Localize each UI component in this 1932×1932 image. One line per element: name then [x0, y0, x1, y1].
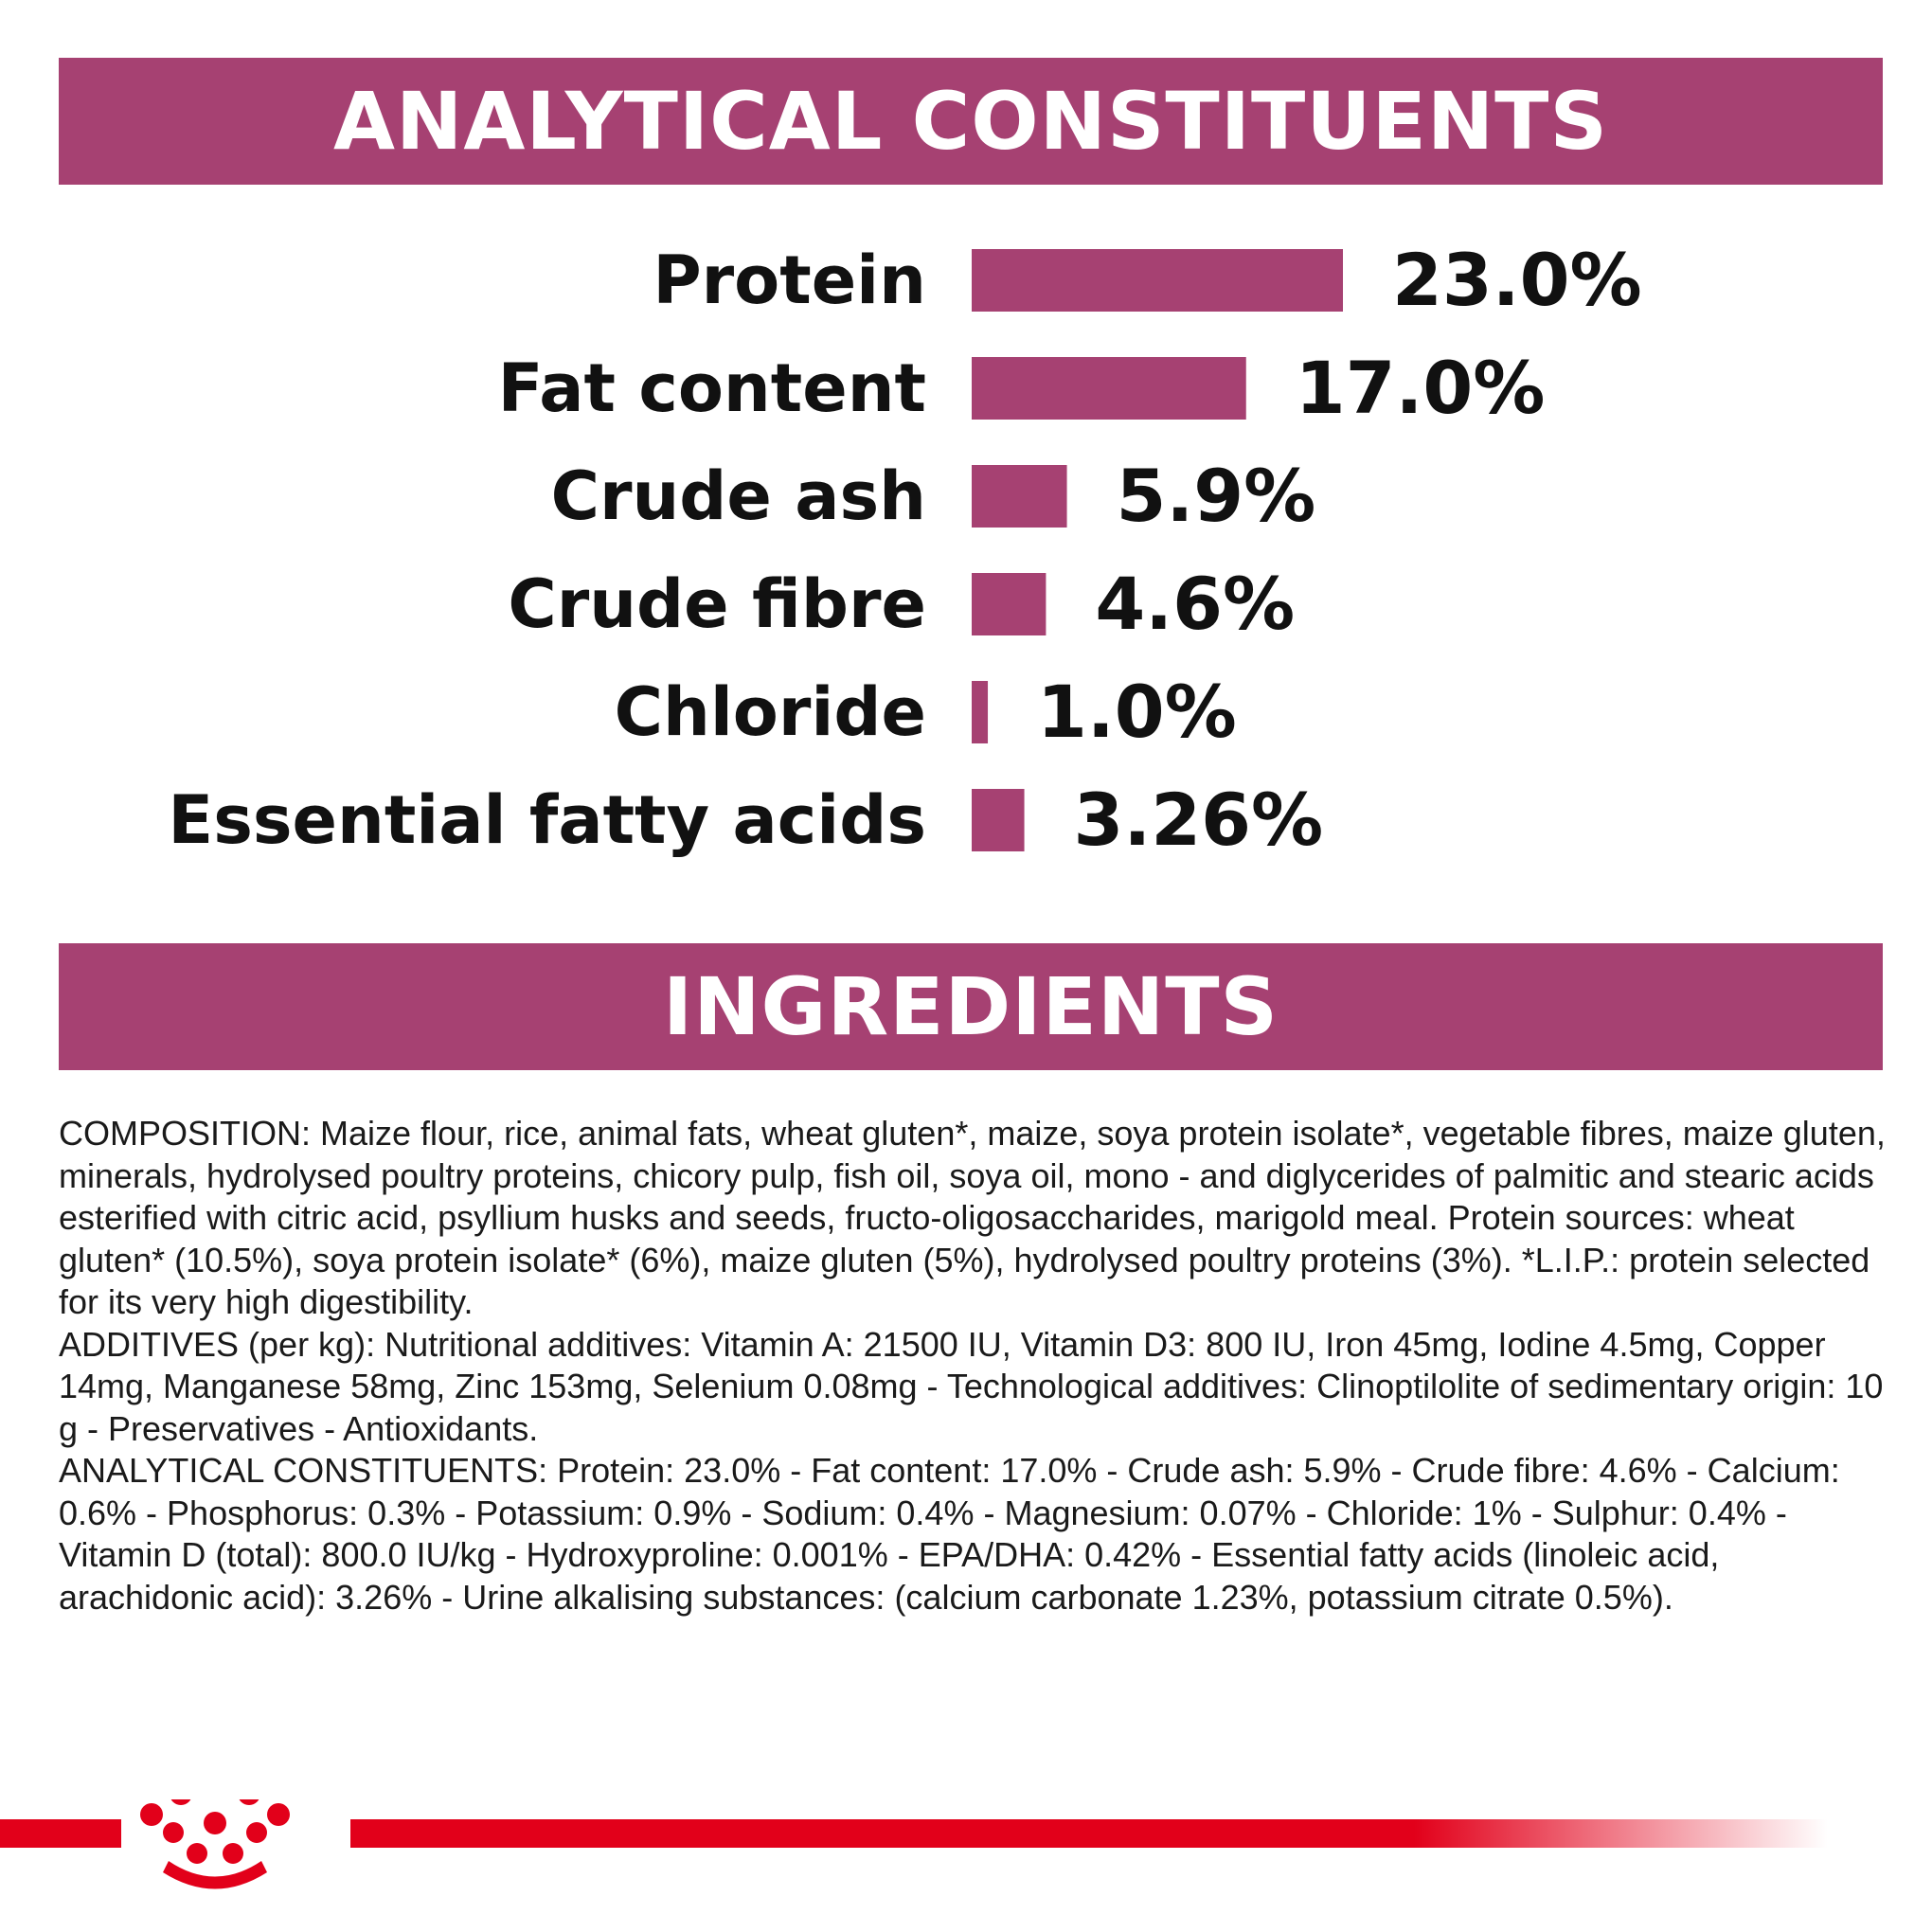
value-label-fat-content: 17.0%: [1295, 346, 1546, 430]
analytical-paragraph: ANALYTICAL CONSTITUENTS: Protein: 23.0% - Fat content: 17.0% - Crude ash: 5.9% - Crude fibre: 4.6% - Calcium: 0.6% - Phosphorus: 0.3% - Potassium: 0.9% - Sodium: 0.4% - Magnesium: 0.07% - Chloride: 1% - Sulphur: 0.4% - Vitamin D (total): 800.0 IU/kg - Hydroxyproline: 0.001% - EPA/DHA: 0.42% - Essential fatty acids (linoleic acid, arachidonic acid): 3.26% - Urine alkalising substances: (calcium carbonate 1.23%, potassium citrate 0.5%).: [59, 1451, 1840, 1617]
footer-line-right: [350, 1819, 1828, 1848]
constituents-bar-chart: [0, 208, 1932, 890]
constituents-banner: [59, 58, 1883, 185]
additives-paragraph: ADDITIVES (per kg): Nutritional additives: Vitamin A: 21500 IU, Vitamin D3: 800 IU, Iron 45mg, Iodine 4.5mg, Copper 14mg, Manganese 58mg, Zinc 153mg, Selenium 0.08mg - Technological additives: Clinoptilolite of sedimentary origin: 10 g - Preservatives - Antioxidants.: [59, 1324, 1884, 1448]
category-label-crude-ash: Crude ash: [550, 457, 926, 535]
value-label-essential-fatty-acids: 3.26%: [1073, 778, 1324, 862]
value-label-crude-ash: 5.9%: [1116, 454, 1316, 538]
footer-line-left: [0, 1819, 121, 1848]
category-label-chloride: Chloride: [614, 673, 926, 751]
bar-protein: [972, 249, 1343, 312]
footer-brand-line: [0, 1799, 1932, 1913]
constituents-title: ANALYTICAL CONSTITUENTS: [333, 75, 1608, 168]
category-label-fat-content: Fat content: [497, 349, 926, 427]
category-label-protein: Protein: [653, 242, 926, 319]
bar-fat-content: [972, 357, 1246, 420]
bar-crude-ash: [972, 465, 1067, 528]
bar-essential-fatty-acids: [972, 789, 1025, 851]
crown-icon: [140, 1799, 290, 1889]
category-label-crude-fibre: Crude fibre: [508, 565, 926, 643]
value-label-crude-fibre: 4.6%: [1095, 562, 1296, 646]
value-label-protein: 23.0%: [1392, 238, 1642, 322]
composition-paragraph: COMPOSITION: Maize flour, rice, animal fats, wheat gluten*, maize, soya protein isolate*, vegetable fibres, maize gluten, minerals, hydrolysed poultry proteins, chicory pulp, fish oil, soya oil, mono - and diglycerides of palmitic and stearic acids esterified with citric acid, psyllium husks and seeds, fructo-oligosaccharides, marigold meal. Protein sources: wheat gluten* (10.5%), soya protein isolate* (6%), maize gluten (5%), hydrolysed poultry proteins (3%). *L.I.P.: protein selected for its very high digestibility.: [59, 1114, 1886, 1321]
ingredients-text: [59, 1113, 1887, 1619]
bar-chloride: [972, 681, 988, 743]
ingredients-banner: [59, 943, 1883, 1070]
ingredients-title: INGREDIENTS: [662, 960, 1279, 1053]
value-label-chloride: 1.0%: [1037, 670, 1237, 754]
bar-crude-fibre: [972, 573, 1046, 635]
category-label-essential-fatty-acids: Essential fatty acids: [168, 781, 926, 859]
